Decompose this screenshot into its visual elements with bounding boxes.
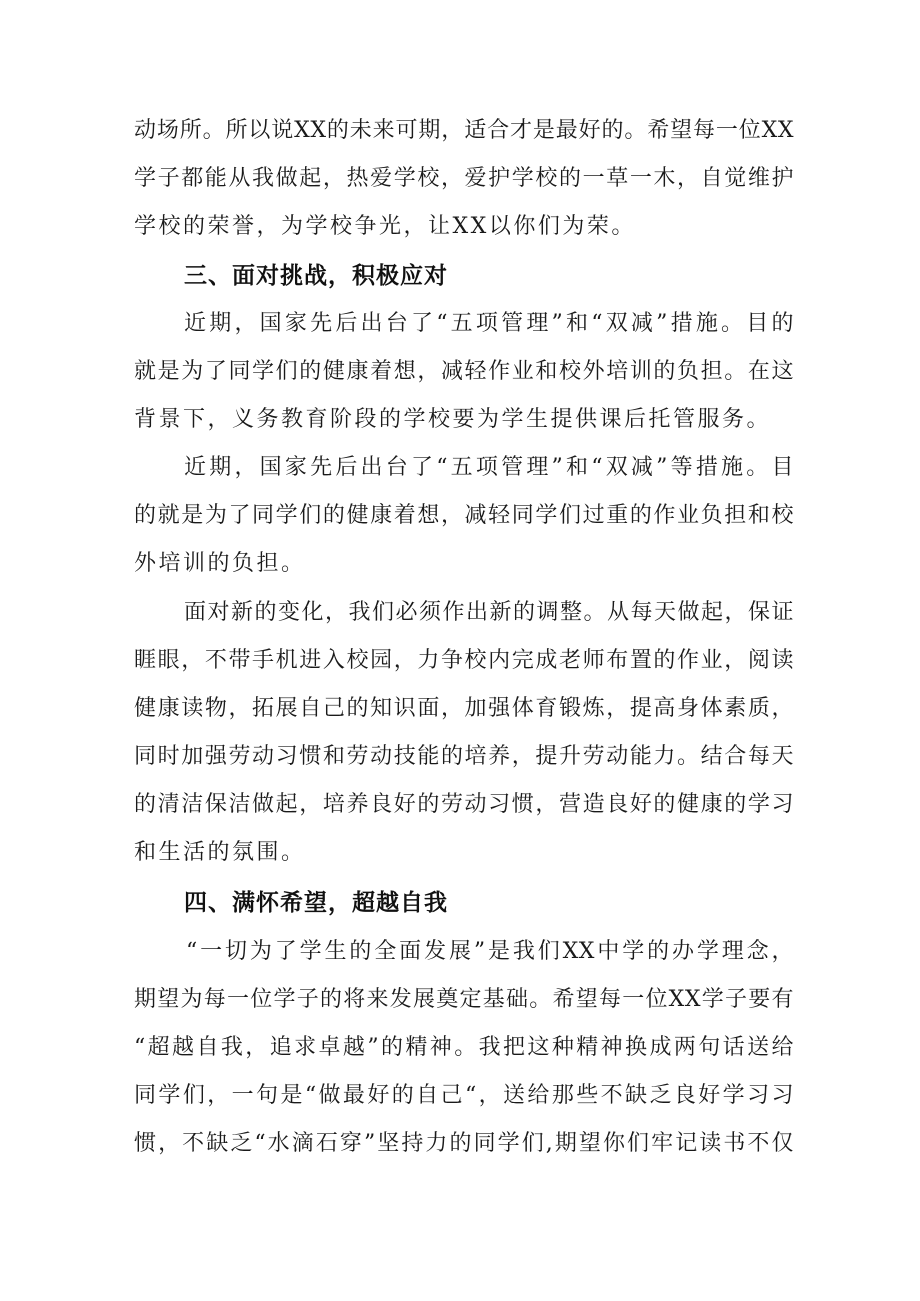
paragraph-line: 期望为每一位学子的将来发展奠定基础。希望每一位XX学子要有 xyxy=(134,987,794,1012)
paragraph-line: 健康读物，拓展自己的知识面，加强体育锻炼，提高身体素质， xyxy=(134,696,794,721)
paragraph-line: 背景下，义务教育阶段的学校要为学生提供课后托管服务。 xyxy=(134,407,772,432)
paragraph-line: 的就是为了同学们的健康着想，减轻同学们过重的作业负担和校 xyxy=(134,503,794,528)
paragraph-line: 学校的荣誉，为学校争光，让XX以你们为荣。 xyxy=(134,214,636,239)
paragraph-line: 就是为了同学们的健康着想，减轻作业和校外培训的负担。在这 xyxy=(134,359,794,384)
paragraph-line: “一切为了学生的全面发展”是我们XX中学的办学理念， xyxy=(186,939,794,964)
paragraph-line: 的清洁保洁做起，培养良好的劳动习惯，营造良好的健康的学习 xyxy=(134,792,794,817)
paragraph-line: 动场所。所以说XX的未来可期，适合才是最好的。希望每一位XX xyxy=(134,118,794,143)
section-heading-3: 三、面对挑战，积极应对 xyxy=(184,263,448,289)
paragraph-line: 近期，国家先后出台了“五项管理”和“双减”措施。目的 xyxy=(184,311,794,336)
paragraph-line: 惯，不缺乏“水滴石穿”坚持力的同学们,期望你们牢记读书不仅 xyxy=(134,1131,794,1156)
paragraph-line: 外培训的负担。 xyxy=(134,551,306,576)
paragraph-line: 同学们，一句是“做最好的自己“，送给那些不缺乏良好学习习 xyxy=(134,1083,794,1108)
section-heading-4: 四、满怀希望，超越自我 xyxy=(184,890,448,916)
paragraph-line: 和生活的氛围。 xyxy=(134,840,306,865)
paragraph-line: 同时加强劳动习惯和劳动技能的培养，提升劳动能力。结合每天 xyxy=(134,744,794,769)
paragraph-line: 睚眼，不带手机进入校园，力争校内完成老师布置的作业，阅读 xyxy=(134,648,794,673)
paragraph-line: 面对新的变化，我们必须作出新的调整。从每天做起，保证 xyxy=(184,600,794,625)
paragraph-line: “超越自我，追求卓越”的精神。我把这种精神换成两句话送给 xyxy=(134,1035,794,1060)
paragraph-line: 近期，国家先后出台了“五项管理”和“双减”等措施。目 xyxy=(184,455,794,480)
paragraph-line: 学子都能从我做起，热爱学校，爱护学校的一草一木，自觉维护 xyxy=(134,166,794,191)
